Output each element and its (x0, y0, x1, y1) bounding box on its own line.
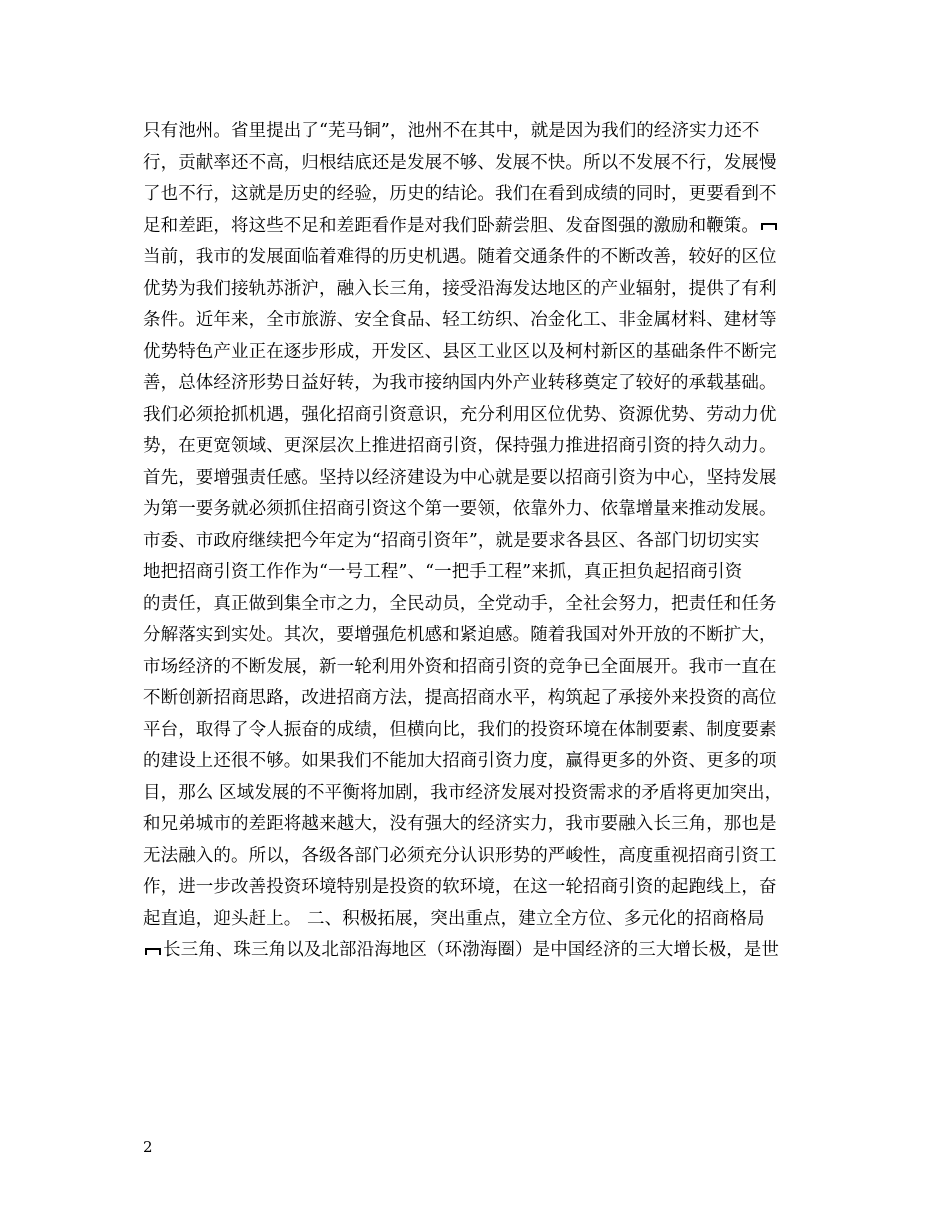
line-text: 作，进一步改善投资环境特别是投资的软环境，在这一轮招商引资的起跑线上，奋 (143, 877, 777, 897)
text-line (143, 148, 823, 180)
text-line (143, 242, 823, 274)
text-line (143, 557, 823, 589)
text-line (143, 935, 823, 967)
line-text: 市委、市政府继续把今年定为“招商引资年”，就是要求各县区、各部门切切实实 (143, 530, 760, 551)
line-text: 平台，取得了令人振奋的成绩，但横向比，我们的投资环境在体制要素、制度要素 (143, 719, 777, 740)
line-text: 不断创新招商思路，改进招商方法，提高招商水平，构筑起了承接外来投资的高位 (143, 688, 777, 708)
text-line (143, 620, 823, 652)
line-text: 的建设上还很不够。如果我们不能加大招商引资力度，赢得更多的外资、更多的项 (143, 751, 777, 771)
text-line (143, 841, 823, 873)
line-text: 善，总体经济形势日益好转，为我市接纳国内外产业转移奠定了较好的承载基础。 (143, 373, 777, 393)
text-line (143, 746, 823, 778)
line-text: 分解落实到实处。其次，要增强危机感和紧迫感。随着我国对外开放的不断扩大， (143, 625, 777, 645)
line-text: 起直追，迎头赶上。 二、积极拓展，突出重点，建立全方位、多元化的招商格局 (143, 908, 765, 929)
line-text: 当前，我市的发展面临着难得的历史机遇。随着交通条件的不断改善，较好的区位 (143, 247, 777, 267)
text-line (143, 872, 823, 904)
text-line (143, 715, 823, 747)
line-text: 和兄弟城市的差距将越来越大，没有强大的经济实力，我市要融入长三角，那也是 (143, 814, 777, 834)
text-line (143, 431, 823, 463)
text-line (143, 809, 823, 841)
line-text: 优势特色产业正在逐步形成，开发区、县区工业区以及柯村新区的基础条件不断完 (143, 341, 777, 362)
body-text (143, 116, 823, 967)
text-line (143, 589, 823, 621)
line-text: 长三角、珠三角以及北部沿海地区（环渤海圈）是中国经济的三大增长极，是世 (163, 940, 779, 960)
line-text: 为第一要务就必须抓住招商引资这个第一要领，依靠外力、依靠增量来推动发展。 (143, 499, 777, 519)
text-line (143, 494, 823, 526)
text-line (143, 211, 823, 243)
line-text: 我们必须抢抓机遇，强化招商引资意识，充分利用区位优势、资源优势、劳动力优 (143, 404, 777, 425)
page-number: 2 (143, 1138, 153, 1156)
line-text: 条件。近年来，全市旅游、安全食品、轻工纺织、冶金化工、非金属材料、建材等 (143, 310, 777, 330)
text-line (143, 683, 823, 715)
line-text: 目，那么 区域发展的不平衡将加剧，我市经济发展对投资需求的矛盾将更加突出， (143, 782, 783, 803)
line-text: 优势为我们接轨苏浙沪，融入长三角，接受沿海发达地区的产业辐射，提供了有利 (143, 278, 777, 299)
line-text: 足和差距，将这些不足和差距看作是对我们卧薪尝胆、发奋图强的激励和鞭策。 (143, 215, 759, 236)
line-text: 首先，要增强责任感。坚持以经济建设为中心就是要以招商引资为中心，坚持发展 (143, 467, 777, 488)
text-line (143, 652, 823, 684)
text-line (143, 116, 823, 148)
text-line (143, 463, 823, 495)
line-text: 地把招商引资工作作为“一号工程”、“一把手工程”来抓，真正担负起招商引资 (143, 562, 743, 582)
line-text: 市场经济的不断发展，新一轮利用外资和招商引资的竞争已全面展开。我市一直在 (143, 656, 777, 677)
line-text: 势，在更宽领域、更深层次上推进招商引资，保持强力推进招商引资的持久动力。 (143, 436, 777, 456)
text-line (143, 179, 823, 211)
text-line (143, 274, 823, 306)
line-text: 无法融入的。所以，各级各部门必须充分认识形势的严峻性，高度重视招商引资工 (143, 845, 777, 866)
text-line (143, 778, 823, 810)
paragraph-mark-icon (760, 221, 778, 231)
text-line (143, 904, 823, 936)
text-line (143, 400, 823, 432)
line-text: 只有池州。省里提出了“芜马铜”，池州不在其中，就是因为我们的经济实力还不 (143, 121, 760, 141)
text-line (143, 368, 823, 400)
text-line (143, 305, 823, 337)
line-text: 行，贡献率还不高，归根结底还是发展不够、发展不快。所以不发展不行，发展慢 (143, 152, 777, 173)
text-line (143, 337, 823, 369)
text-line (143, 526, 823, 558)
paragraph-mark-icon (144, 946, 162, 956)
line-text: 了也不行，这就是历史的经验，历史的结论。我们在看到成绩的同时，更要看到不 (143, 184, 777, 204)
line-text: 的责任，真正做到集全市之力，全民动员，全党动手，全社会努力，把责任和任务 (143, 593, 777, 614)
